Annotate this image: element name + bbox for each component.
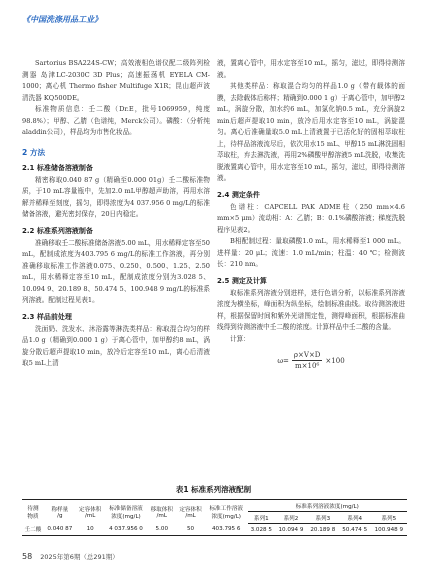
formula-rhs: ×100 — [325, 356, 345, 365]
table-cell: 0.040 87 — [44, 524, 76, 536]
sample-prep-continued: 液，置离心管中，用水定容至10 mL，摇匀，滤过，即得待测溶液。 — [217, 59, 405, 79]
header-working-conc: 标准工作溶液 浓度(mg/L) — [205, 500, 248, 524]
header-analyte: 待测 物质 — [22, 500, 44, 524]
header-weight: 称样量 /g — [44, 500, 76, 524]
table-cell: 100.948 9 — [371, 524, 407, 536]
header-pipette-volume: 移取体积 /mL — [147, 500, 176, 524]
table-caption: 表1 标准系列溶液配制 — [175, 485, 252, 494]
page-number: 58 — [22, 552, 33, 561]
other-samples-paragraph: 其他类样品：称取混合均匀的样品1.0 g（带有载体的面膜，去除载体后称样；精确到0.000 1 g）于离心管中，加甲醇2 mL，涡旋分散，加水约6 mL，加氯化钠0.5 mL，充分涡旋2 min后超声提取10 min，放冷后用水定容至10 mL，涡旋混匀。离心后准确量取5.0 mL上清液置于已活化好的固相萃取柱上，待样品溶液流尽后，依次用水15 mL、甲醇15 mL淋洗固相萃取柱，弃去淋洗液，再用2%磷酸甲醇溶液5 mL洗脱，收集洗脱液置离心管中，用水定容至10 mL，摇匀，滤过，即得待测溶液。 — [217, 82, 405, 182]
standard-series-table — [22, 499, 407, 536]
right-column — [217, 58, 405, 371]
table-cell: 50.474 5 — [339, 524, 371, 536]
header-volume-1: 定容体积 /mL — [76, 500, 105, 524]
table-cell: 403.795 6 — [205, 524, 248, 536]
calc-label: 计算： — [230, 334, 250, 343]
table-cell: 4 037.956 0 — [105, 524, 148, 536]
table-cell: 50 — [176, 524, 205, 536]
header-volume-2: 定容体积 /mL — [176, 500, 205, 524]
content-formula — [217, 350, 405, 371]
header-series-3: 系列3 — [307, 512, 339, 524]
journal-title: 《中国洗涤用品工业》 — [22, 15, 102, 24]
table-cell: 壬二酸 — [22, 524, 44, 536]
calculation-paragraph: 取标准系列溶液分别进样，进行色谱分析，以标准系列溶液浓度为横坐标，峰面积为纵坐标，绘制标准曲线。取待测溶液进样，根据保留时间和紫外光谱图定性，测得峰面积，根据标准曲线得到待测溶液中壬二酸的浓度。计算样品中壬二酸的含量。 — [217, 288, 405, 331]
table-cell: 20.189 8 — [307, 524, 339, 536]
header-series-group: 标准系列溶液浓度(mg/L) — [248, 500, 408, 512]
header-series-2: 系列2 — [275, 512, 307, 524]
equipment-paragraph: Sartorius BSA224S-CW；高效液相色谱仪配二级阵列检测器 岛津LC-2030C 3D Plus；高速振荡机 EYELA CM-1000；离心机 Thermo fisher Multifuge X1R；昆山超声波清洗器 KQ500DE。 — [22, 59, 210, 102]
header-series-5: 系列5 — [371, 512, 407, 524]
standard-series-paragraph: 准确移取壬二酸标准储备溶液5.00 mL，用水稀释定容至50 mL，配制成浓度为403.795 6 mg/L的标准工作溶液，再分别准确移取标准工作溶液0.075、0.250、0.500、1.25、2.50 mL，用水稀释定容至10 mL，配制成浓度分别为3.028 5、10.094 9、20.189 8、50.474 5、100.948 9 mg/L的标准系列溶液。配制过程见表1。 — [22, 238, 210, 304]
reagents-paragraph: 标准物质信息：壬二酸（Dr.E，批号1069959，纯度98.8%）；甲醇、乙腈（色谱纯，Merck公司）。磷酸：（分析纯 aladdin公司），样品均为市售化妆品。 — [22, 105, 210, 136]
formula-denominator: m×10⁶ — [295, 362, 320, 370]
issue-info: 2025年第6期（总291期） — [40, 553, 119, 561]
subsection-heading-2-5: 2.5 测定及计算 — [217, 276, 267, 285]
table-cell: 3.028 5 — [248, 524, 276, 536]
header-series-1: 系列1 — [248, 512, 276, 524]
table-cell: 10 — [76, 524, 105, 536]
sample-prep-paragraph: 洗面奶、洗发水、沐浴露等淋洗类样品：称取混合均匀的样品1.0 g（精确到0.000 1 g）于离心管中，加甲醇约8 mL，涡旋分散后超声提取10 min，放冷后定容至10 mL，离心后清液取5 mL上清 — [22, 324, 210, 367]
subsection-heading-2-3: 2.3 样品前处理 — [22, 312, 72, 321]
header-stock-conc: 标准储备溶液 浓度(mg/L) — [105, 500, 148, 524]
conditions-paragraph-b: B相配制过程：量取磷酸1.0 mL，用水稀释至1 000 mL。进样量：20 μL；流速：1.0 mL/min；柱温：40 ℃；检测波长：210 nm。 — [217, 237, 405, 268]
table-cell: 10.094 9 — [275, 524, 307, 536]
table-cell: 5.00 — [147, 524, 176, 536]
table-header-row — [22, 500, 407, 512]
section-heading-methods: 2 方法 — [22, 147, 46, 157]
left-column — [22, 58, 210, 370]
page-footer — [22, 552, 119, 561]
subsection-heading-2-4: 2.4 测定条件 — [217, 190, 260, 199]
formula-fraction — [292, 350, 323, 371]
header-series-4: 系列4 — [339, 512, 371, 524]
formula-numerator: ρ×V×D — [293, 351, 321, 359]
subsection-heading-2-2: 2.2 标准系列溶液制备 — [22, 226, 93, 235]
formula-lhs: ω= — [277, 356, 289, 365]
table-row — [22, 524, 407, 536]
subsection-heading-2-1: 2.1 标准储备溶液制备 — [22, 163, 93, 172]
stock-solution-paragraph: 精密称取0.040 87 g（精确至0.000 01g）壬二酸标准物质，于10 mL容量瓶中，先加2.0 mL甲醇超声助溶，再用水溶解并稀释至刻度，摇匀，即得浓度为4 037.956 0 mg/L的标准储备溶液，避光密封保存，20日内稳定。 — [22, 175, 210, 218]
conditions-paragraph-a: 色谱柱：CAPCELL PAK ADME柱（250 mm×4.6 mm×5 μm）流动相：A：乙腈；B：0.1%磷酸溶液；梯度洗脱程序见表2。 — [217, 202, 405, 234]
